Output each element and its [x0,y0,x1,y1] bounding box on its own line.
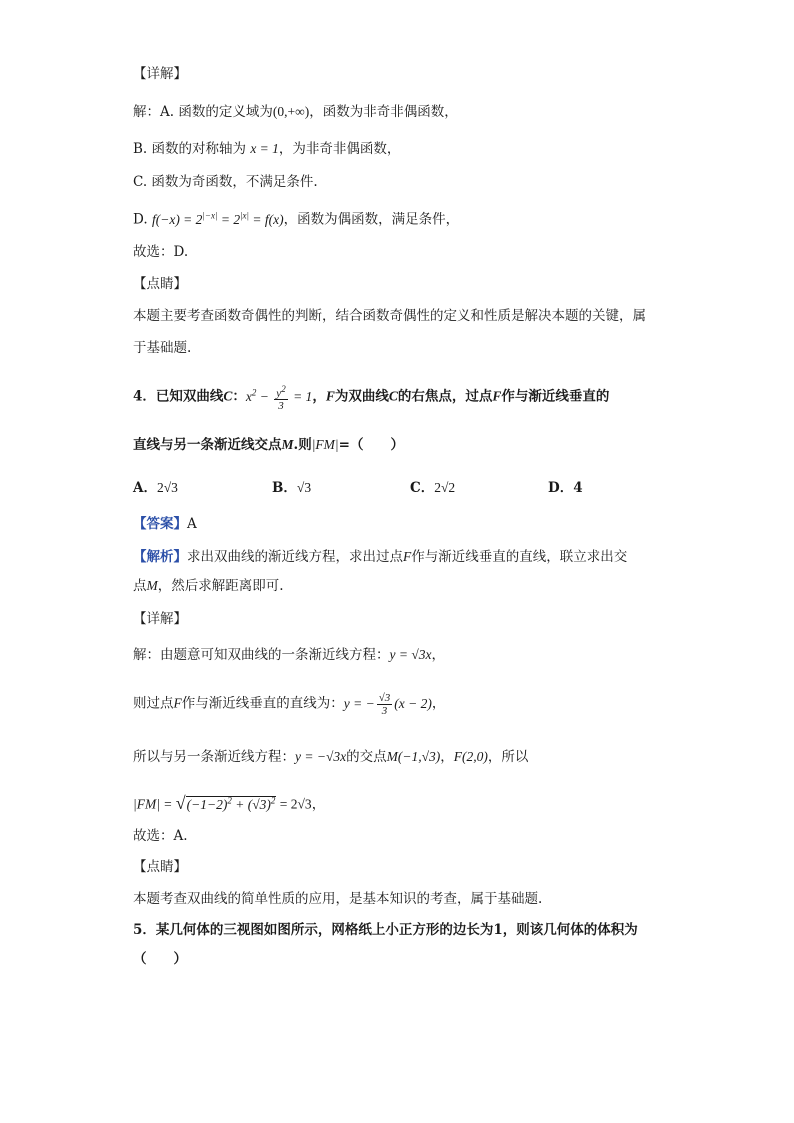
q4-analysis-line1: 【解析】求出双曲线的渐近线方程，求出过点F作与渐近线垂直的直线，联立求出交 [133,549,628,565]
q3-a-prefix: 解：A. 函数的定义域为 [133,104,273,120]
q4-stem-line1: 4．已知双曲线C：$x^2$ − $\frac{y^2}{3}$ = 1，F为双曲线C的右焦点，过点F作与渐近线垂直的 [133,383,610,413]
q4-detail-line3: 所以与另一条渐近线方程：y = −√3x的交点M(−1,√3)，F(2,0)，所以 [133,749,529,765]
q4-option-d: D．4 [548,480,583,496]
q3-option-d-explanation [133,205,459,230]
q4-option-a: A．2√3 [133,480,178,496]
detail-heading-q3: 【详解】 [133,66,187,82]
q3-d-formula: $f(-x) = 2^{|-x|} = 2^{|x|} = f(x)$ [151,210,284,227]
q3-b-axis: x = 1 [250,141,279,156]
q4-fm-abs: |FM| [311,437,339,452]
q4-option-c: C．2√2 [410,480,456,496]
q4-option-b: B．√3 [272,480,312,496]
q4-detail-line1: 解：由题意可知双曲线的一条渐近线方程：y = √3x， [133,647,446,663]
q5-stem-line2: （ ） [133,951,187,967]
q3-choice: 故选：D. [133,244,189,260]
q3-note-line1: 本题主要考查函数奇偶性的判断，结合函数奇偶性的定义和性质是解决本题的关键，属 [133,308,646,324]
q5-stem-line1: 5．某几何体的三视图如图所示，网格纸上小正方形的边长为1，则该几何体的体积为 [133,922,638,938]
note-heading-q3: 【点睛】 [133,276,187,292]
q3-option-b-explanation [133,139,400,159]
q4-analysis-line2: 点M，然后求解距离即可. [133,578,284,594]
q3-option-c-explanation: C. 函数为奇函数，不满足条件. [133,174,318,190]
q3-d-suffix: ，函数为偶函数，满足条件， [283,211,460,228]
q4-distance-calculation: $|FM| = √(-1-2)^2 + (√3)^2 = 2√3$， [133,792,326,813]
q4-hyperbola-equation: $x^2$ − $\frac{y^2}{3}$ = 1 [245,383,313,413]
analysis-heading: 【解析】 [133,549,187,565]
q4-answer: 【答案】A [133,516,197,532]
q4-note: 本题考查双曲线的简单性质的应用，是基本知识的考查，属于基础题. [133,891,543,907]
q3-note-line2: 于基础题. [133,340,192,356]
q3-a-suffix: ，函数为非奇非偶函数， [309,104,458,120]
q3-a-domain: (0,+∞) [272,104,310,119]
asymptote-equation: y = √3x [389,647,432,662]
perpendicular-line-equation: y = − $\frac{√3}{3}$ (x − 2) [343,692,432,717]
q3-b-prefix: B. 函数的对称轴为 [133,141,247,157]
q4-stem-line2: 直线与另一条渐近线交点M.则|FM|=（ ） [133,437,404,453]
detail-heading-q4: 【详解】 [133,611,187,627]
answer-heading: 【答案】 [133,516,187,532]
q3-d-prefix: D. [133,211,148,228]
q3-b-suffix: ，为非奇非偶函数， [278,141,401,157]
q3-option-a-explanation [133,102,458,122]
note-heading-q4: 【点睛】 [133,859,187,875]
q4-choice: 故选：A. [133,828,188,844]
q4-detail-line2: 则过点F作与渐近线垂直的直线为：y = − $\frac{√3}{3}$ (x − 2)， [133,692,446,717]
